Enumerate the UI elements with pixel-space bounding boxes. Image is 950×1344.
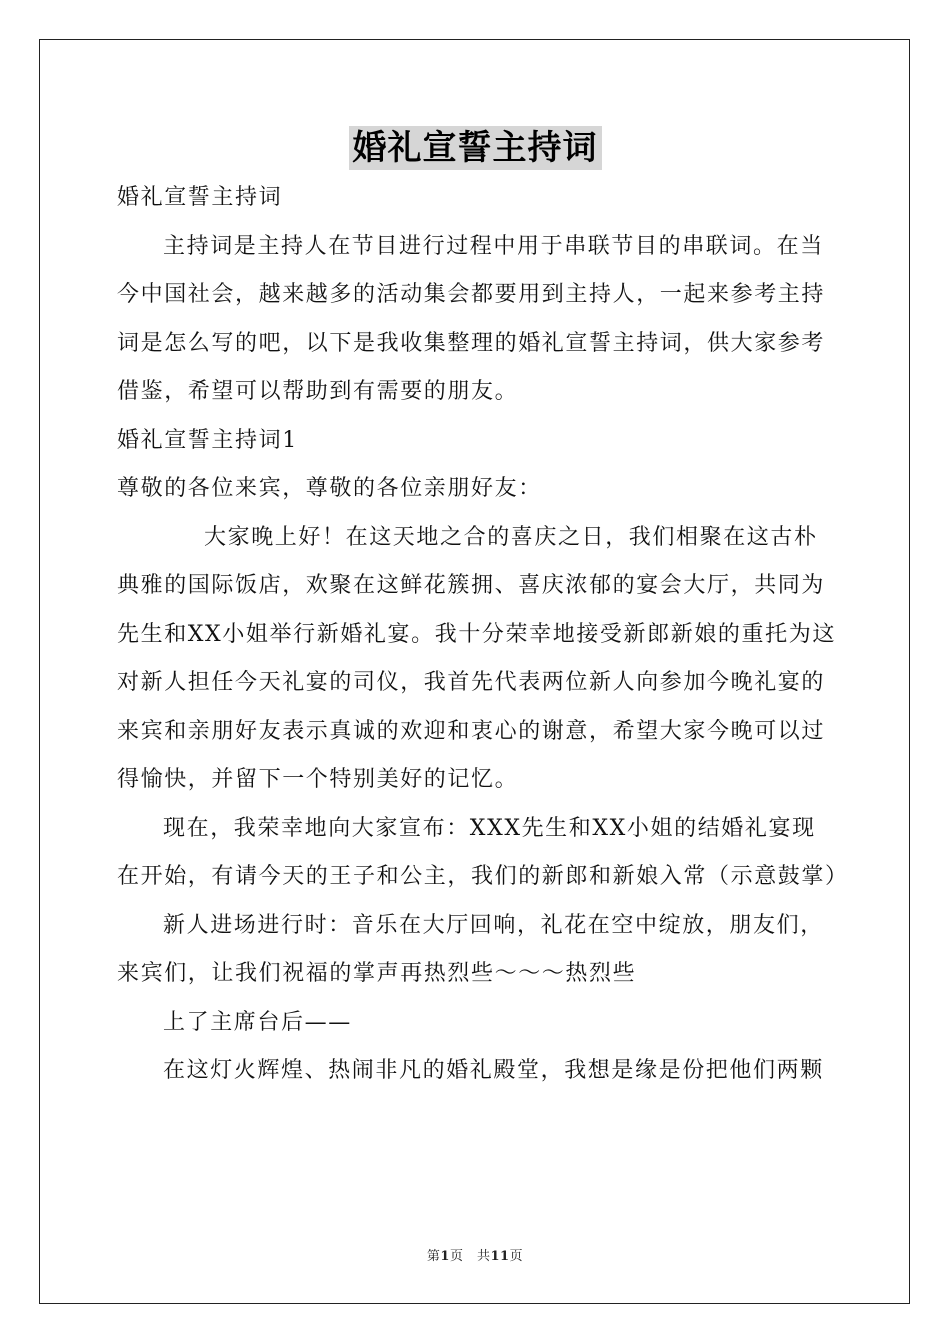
opening-paragraph: 大家晚上好！在这天地之合的喜庆之日，我们相聚在这古朴典雅的国际饭店，欢聚在这鲜花簇拥、喜庆浓郁的宴会大厅，共同为先生和XX小姐举行新婚礼宴。我十分荣幸地接受新郎新娘的重托为这对新人担任今天礼宴的司仪，我首先代表两位新人向参加今晚礼宴的来宾和亲朋好友表示真诚的欢迎和衷心的谢意，希望大家今晚可以过得愉快，并留下一个特别美好的记忆。 (117, 524, 836, 792)
salutation: 尊敬的各位来宾，尊敬的各位亲朋好友： (117, 476, 542, 501)
intro-paragraph: 主持词是主持人在节目进行过程中用于串联节目的串联词。在当今中国社会，越来越多的活动集会都要用到主持人，一起来参考主持词是怎么写的吧，以下是我收集整理的婚礼宣誓主持词，供大家参考借鉴，希望可以帮助到有需要的朋友。 (117, 233, 826, 404)
title-container (0, 126, 950, 170)
section-heading: 婚礼宣誓主持词1 (117, 427, 298, 453)
page-footer (0, 1245, 950, 1264)
page-current: 1 (440, 1249, 450, 1264)
page-total: 11 (490, 1249, 510, 1264)
stage-line: 上了主席台后—— (163, 1009, 352, 1035)
announcement-paragraph: 现在，我荣幸地向大家宣布：XXX先生和XX小姐的结婚礼宴现在开始，有请今天的王子和公主，我们的新郎和新娘入常（示意鼓掌） (117, 815, 849, 889)
page-suffix: 页 (509, 1249, 524, 1264)
page-prefix: 第 (426, 1249, 441, 1264)
page-mid: 页 共 (449, 1249, 491, 1264)
closing-line: 在这灯火辉煌、热闹非凡的婚礼殿堂，我想是缘是份把他们两颗 (163, 1058, 824, 1083)
subtitle-line: 婚礼宣誓主持词 (117, 185, 283, 210)
document-title: 婚礼宣誓主持词 (349, 126, 602, 170)
entrance-paragraph: 新人进场进行时：音乐在大厅回响，礼花在空中绽放，朋友们，来宾们，让我们祝福的掌声再热烈些～～～热烈些 (117, 912, 824, 986)
document-body (117, 174, 849, 1096)
